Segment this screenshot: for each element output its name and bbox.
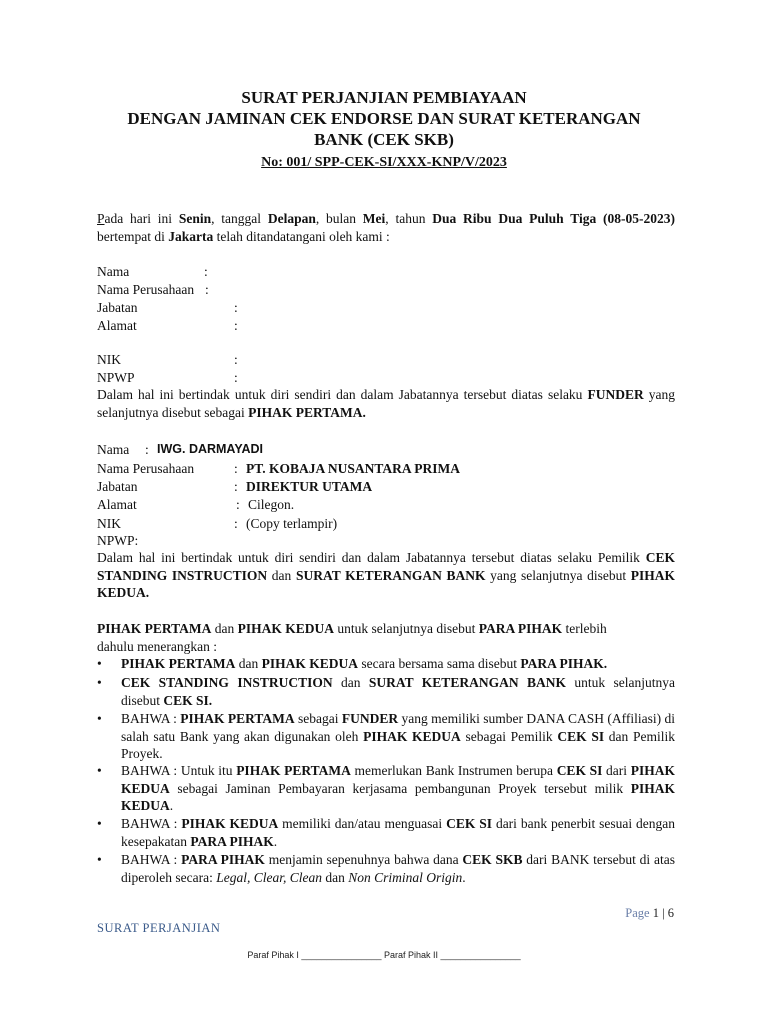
party2-jabatan-row: Jabatan : DIREKTUR UTAMA — [97, 479, 373, 494]
party1-nik-row: NIK : — [97, 352, 238, 367]
party2-nama-row: Nama : IWG. DARMAYADI — [97, 442, 264, 457]
document-number: No: 001/ SPP-CEK-SI/XXX-KNP/V/2023 — [261, 155, 507, 170]
bullet-item-1: • PIHAK PERTAMA dan PIHAK KEDUA secara bersama sama disebut PARA PIHAK. — [97, 656, 608, 671]
title-line-2: DENGAN JAMINAN CEK ENDORSE DAN SURAT KETERANGAN — [127, 109, 641, 128]
party2-alamat-row: Alamat : Cilegon. — [97, 497, 295, 512]
title-line-3: BANK (CEK SKB) — [314, 130, 454, 149]
bullet-item-5: • BAHWA : PIHAK KEDUA memiliki dan/atau menguasai CEK SI dari bank penerbit sesuai dengan kesepakatan PARA PIHAK. — [97, 816, 675, 849]
party1-statement: Dalam hal ini bertindak untuk diri sendiri dan dalam Jabatannya tersebut diatas selaku FUNDER yang selanjutnya disebut sebagai PIHAK PERTAMA. — [97, 387, 675, 420]
party1-npwp-row: NPWP : — [97, 370, 238, 385]
bullet-item-3: • BAHWA : PIHAK PERTAMA sebagai FUNDER yang memiliki sumber DANA CASH (Affiliasi) di salah satu Bank yang akan digunakan oleh PIHAK KEDUA sebagai Pemilik CEK SI dan Pemilik Proyek. — [97, 711, 676, 761]
party2-statement: Dalam hal ini bertindak untuk diri sendiri dan dalam Jabatannya tersebut diatas selaku Pemilik CEK STANDING INSTRUCTION dan SURAT KETERANGAN BANK yang selanjutnya disebut PIHAK KEDUA. — [97, 550, 675, 600]
initials-line: Paraf Pihak I ________________ Paraf Pihak II ________________ — [247, 950, 521, 960]
bullet-item-4: • BAHWA : Untuk itu PIHAK PERTAMA memerlukan Bank Instrumen berupa CEK SI dari PIHAK KEDUA sebagai Jaminan Pembayaran kerjasama pembangunan Proyek tersebut milik PIHAK KEDUA. — [97, 763, 675, 813]
bullet-item-6: • BAHWA : PARA PIHAK menjamin sepenuhnya bahwa dana CEK SKB dari BANK tersebut di atas diperoleh secara: Legal, Clear, Clean dan Non Criminal Origin. — [97, 852, 675, 885]
party2-nik-row: NIK : (Copy terlampir) — [97, 516, 338, 531]
party1-perusahaan-row: Nama Perusahaan : — [97, 282, 209, 297]
bullet-item-2: • CEK STANDING INSTRUCTION dan SURAT KETERANGAN BANK untuk selanjutnya disebut CEK SI. — [97, 675, 675, 708]
party1-jabatan-row: Jabatan : — [97, 300, 238, 315]
party2-npwp-row: NPWP: — [97, 533, 139, 548]
party1-nama-row: Nama : — [97, 264, 208, 279]
party1-alamat-row: Alamat : — [97, 318, 238, 333]
page-number: Page 1 | 6 — [625, 906, 674, 920]
intro-paragraph: PIHAK PERTAMA dan PIHAK KEDUA untuk selanjutnya disebut PARA PIHAK terlebih dahulu menerangkan : — [97, 621, 607, 654]
opening-paragraph: Pada hari ini Senin, tanggal Delapan, bulan Mei, tahun Dua Ribu Dua Puluh Tiga (08-05-2023) bertempat di Jakarta telah ditandatangani oleh kami : — [97, 211, 675, 244]
footer-document-label: SURAT PERJANJIAN — [97, 921, 221, 935]
document-title — [0, 87, 768, 171]
title-line-1: SURAT PERJANJIAN PEMBIAYAAN — [241, 88, 527, 107]
party2-perusahaan-row: Nama Perusahaan : PT. KOBAJA NUSANTARA PRIMA — [97, 461, 461, 476]
